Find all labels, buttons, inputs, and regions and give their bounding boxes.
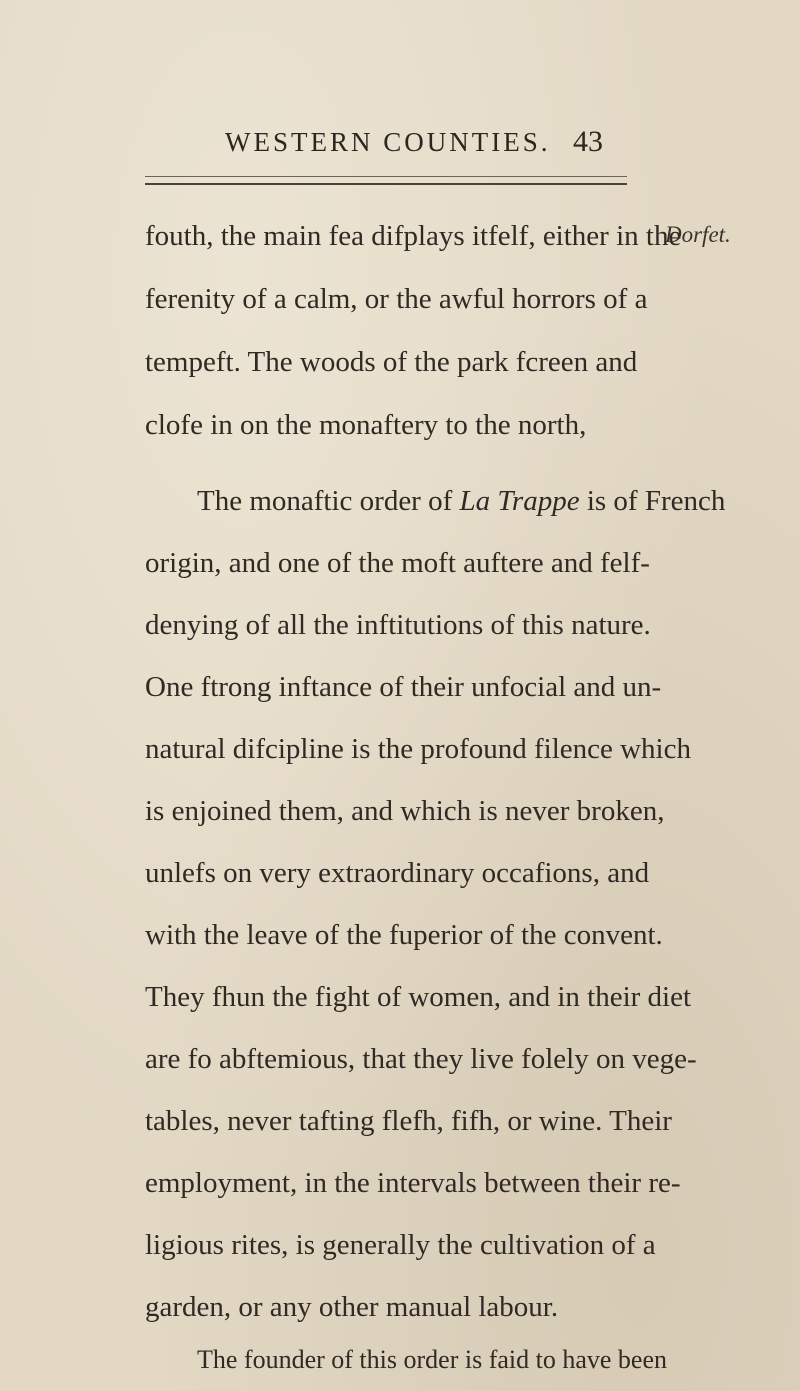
text-line: origin, and one of the moft auftere and felf-: [145, 547, 650, 579]
text-line: fouth, the main fea difplays itfelf, either in the: [145, 220, 682, 252]
text-line: are fo abftemious, that they live folely on vege-: [145, 1043, 697, 1075]
text-line: employment, in the intervals between their re-: [145, 1167, 681, 1199]
catchword: [182, 1365, 184, 1366]
text-line: with the leave of the fuperior of the convent.: [145, 919, 663, 951]
text-line: The founder of this order is faid to have been: [197, 1345, 668, 1374]
text-line: natural difcipline is the profound filence which: [145, 733, 691, 765]
header-rule: [145, 176, 627, 185]
italic-title: La Trappe: [459, 485, 580, 517]
text-line: They fhun the fight of women, and in their diet: [145, 981, 692, 1013]
text-line: [197, 485, 725, 518]
page-number: 43: [573, 125, 603, 158]
text-line: denying of all the inftitutions of this nature.: [145, 609, 651, 641]
text-segment: [145, 1365, 160, 1366]
text-line: unlefs on very extraordinary occafions, and: [145, 857, 650, 889]
text-line: One ftrong inftance of their unfocial and un-: [145, 671, 662, 703]
margin-note: Dorfet.: [665, 222, 731, 247]
text-line: ferenity of a calm, or the awful horrors of a: [145, 283, 648, 315]
text-line: ligious rites, is generally the cultivation of a: [145, 1229, 656, 1261]
text-segment: [168, 1365, 182, 1366]
running-title: WESTERN COUNTIES.: [225, 127, 551, 157]
text-line: clofe in on the monaftery to the north,: [145, 409, 587, 441]
text-segment: The monaftic order of: [197, 485, 460, 517]
text-line: is enjoined them, and which is never broken,: [145, 795, 665, 827]
text-line: tables, never tafting flefh, fifh, or wine. Their: [145, 1105, 672, 1137]
text-line: tempeft. The woods of the park fcreen and: [145, 346, 638, 378]
text-line: garden, or any other manual labour.: [145, 1291, 559, 1323]
text-segment: is of French: [579, 485, 726, 517]
